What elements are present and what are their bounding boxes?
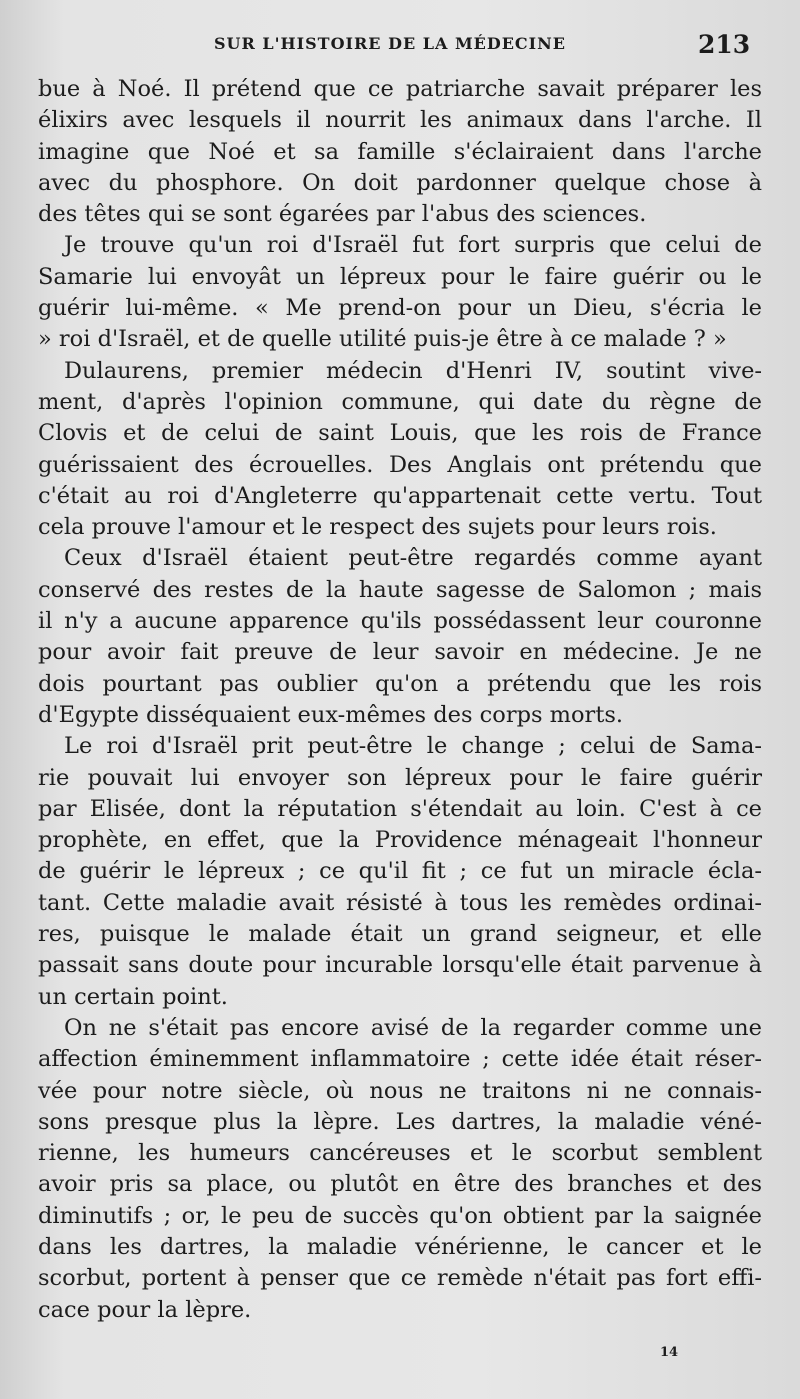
text-line: diminutifs ; or, le peu de succès qu'on obtient par la saignée (38, 1202, 762, 1229)
text-line: avec du phosphore. On doit pardonner quelque chose à (38, 169, 762, 196)
text-line: de guérir le lépreux ; ce qu'il fit ; ce fut un miracle écla- (38, 858, 762, 885)
text-line: prophète, en effet, que la Providence ménageait l'honneur (38, 827, 762, 854)
text-line: » roi d'Israël, et de quelle utilité puis-je être à ce malade ? » (38, 326, 727, 353)
text-line: pour avoir fait preuve de leur savoir en médecine. Je ne (38, 639, 762, 666)
text-line: passait sans doute pour incurable lorsqu'elle était parvenue à (38, 952, 762, 979)
text-line: cace pour la lèpre. (38, 1296, 252, 1323)
text-line: guérissaient des écrouelles. Des Anglais ont prétendu que (38, 451, 762, 478)
text-line: rie pouvait lui envoyer son lépreux pour le faire guérir (38, 764, 762, 791)
text-line: Samarie lui envoyât un lépreux pour le faire guérir ou le (38, 263, 762, 290)
text-line: élixirs avec lesquels il nourrit les animaux dans l'arche. Il (38, 107, 762, 134)
text-line: conservé des restes de la haute sagesse de Salomon ; mais (38, 576, 762, 603)
text-line: des têtes qui se sont égarées par l'abus des sciences. (38, 201, 647, 228)
text-line: dans les dartres, la maladie vénérienne, le cancer et le (38, 1233, 762, 1260)
text-line: tant. Cette maladie avait résisté à tous les remèdes ordinai- (38, 889, 762, 916)
body-text (38, 74, 762, 1326)
text-line: On ne s'était pas encore avisé de la regarder comme une (64, 1014, 762, 1041)
page-number: 213 (698, 30, 751, 59)
text-line: par Elisée, dont la réputation s'étendait au loin. C'est à ce (38, 795, 762, 822)
text-line: vée pour notre siècle, où nous ne traitons ni ne connais- (38, 1077, 762, 1104)
text-line: un certain point. (38, 983, 228, 1010)
running-head (0, 30, 800, 64)
text-line: Dulaurens, premier médecin d'Henri IV, soutint vive- (64, 357, 762, 384)
signature-mark: 14 (660, 1345, 679, 1360)
text-line: Ceux d'Israël étaient peut-être regardés comme ayant (64, 545, 762, 572)
text-line: c'était au roi d'Angleterre qu'appartenait cette vertu. Tout (38, 482, 762, 509)
text-line: imagine que Noé et sa famille s'éclairaient dans l'arche (38, 138, 762, 165)
text-line: dois pourtant pas oublier qu'on a prétendu que les rois (38, 670, 762, 697)
text-line: res, puisque le malade était un grand seigneur, et elle (38, 921, 762, 948)
text-line: ment, d'après l'opinion commune, qui date du règne de (38, 388, 762, 415)
text-line: Je trouve qu'un roi d'Israël fut fort surpris que celui de (64, 232, 762, 259)
text-line: Le roi d'Israël prit peut-être le change ; celui de Sama- (64, 733, 762, 760)
running-title: SUR L'HISTOIRE DE LA MÉDECINE (214, 34, 566, 53)
text-line: d'Egypte disséquaient eux-mêmes des corps morts. (38, 701, 624, 728)
text-line: bue à Noé. Il prétend que ce patriarche savait préparer les (38, 76, 762, 102)
text-line: il n'y a aucune apparence qu'ils possédassent leur couronne (38, 608, 762, 635)
text-line: avoir pris sa place, ou plutôt en être des branches et des (38, 1171, 762, 1198)
text-line: affection éminemment inflammatoire ; cette idée était réser- (38, 1046, 762, 1073)
text-line: guérir lui-même. « Me prend-on pour un Dieu, s'écria le (38, 295, 762, 322)
text-line: sons presque plus la lèpre. Les dartres, la maladie véné- (38, 1108, 762, 1135)
text-line: rienne, les humeurs cancéreuses et le scorbut semblent (38, 1140, 762, 1167)
text-line: Clovis et de celui de saint Louis, que les rois de France (38, 420, 762, 447)
text-line: cela prouve l'amour et le respect des sujets pour leurs rois. (38, 514, 717, 541)
text-line: scorbut, portent à penser que ce remède n'était pas fort effi- (38, 1265, 762, 1292)
